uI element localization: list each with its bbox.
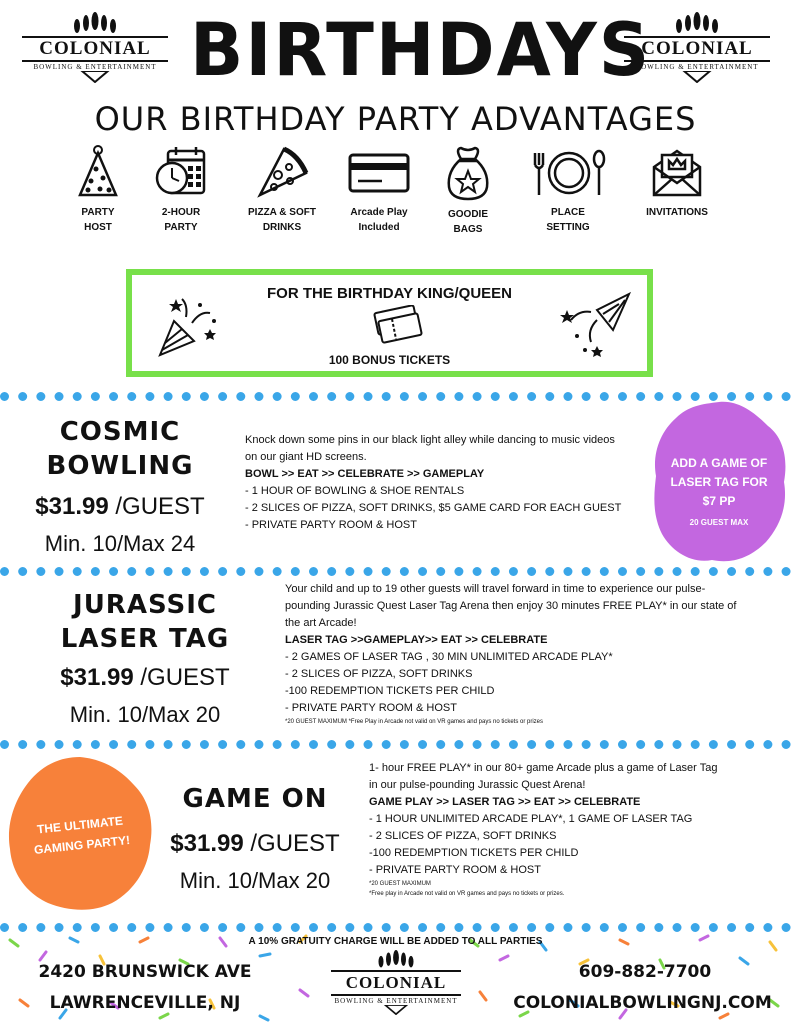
crown-icon (65, 12, 125, 36)
package-price (165, 830, 345, 858)
logo-tagline: BOWLING & ENTERTAINMENT (635, 63, 759, 71)
description-line: - PRIVATE PARTY ROOM & HOST (285, 702, 457, 714)
ultimate-gaming-badge (6, 753, 156, 913)
advantage-goodie-bags (428, 145, 508, 237)
badge-line: ADD A GAME OF (670, 456, 768, 470)
logo-left (20, 12, 170, 92)
badge-line: THE ULTIMATE (36, 813, 124, 837)
address-line-1: 2420 BRUNSWICK AVE (38, 962, 252, 982)
price-value: $31.99 (170, 830, 244, 857)
pizza-icon (254, 145, 310, 199)
price-value: $31.99 (35, 493, 109, 520)
description-line: the art Arcade! (285, 617, 357, 629)
advantage-label-2: DRINKS (262, 222, 302, 233)
description-line: -100 REDEMPTION TICKETS PER CHILD (369, 847, 579, 859)
logo-tagline: BOWLING & ENTERTAINMENT (33, 63, 157, 71)
badge-line: LASER TAG FOR (670, 475, 768, 489)
description-line: - PRIVATE PARTY ROOM & HOST (369, 864, 541, 876)
description-line: in our pulse-pounding Jurassic Quest Arena! (369, 779, 586, 791)
phone-number[interactable]: 609-882-7700 (578, 962, 712, 982)
logo-footer (321, 950, 471, 1022)
advantage-label-2: HOST (84, 222, 112, 233)
package-name-line2: LASER TAG (60, 624, 230, 654)
place-setting-icon (529, 145, 607, 199)
package-name-line1: COSMIC (59, 417, 181, 447)
description-line: - 2 SLICES OF PIZZA, SOFT DRINKS (369, 830, 557, 842)
advantage-label-2: Included (358, 222, 400, 233)
advantage-label-2: SETTING (546, 222, 590, 233)
card-icon (348, 145, 410, 199)
crown-icon (371, 950, 421, 970)
description-line: pounding Jurassic Quest Laser Tag Arena then enjoy 30 minutes FREE PLAY* in our state of (285, 600, 737, 612)
page-title: BIRTHDAYS (190, 6, 652, 94)
ticket-icon (370, 305, 426, 345)
description-line: - 2 SLICES OF PIZZA, SOFT DRINKS, $5 GAME CARD FOR EACH GUEST (245, 502, 622, 514)
birthday-king-box (126, 269, 653, 377)
description-line: - 1 HOUR OF BOWLING & SHOE RENTALS (245, 485, 465, 497)
price-unit: /GUEST (133, 664, 230, 691)
clock-calendar-icon (154, 145, 208, 199)
gratuity-notice: A 10% GRATUITY CHARGE WILL BE ADDED TO ALL PARTIES (248, 936, 543, 947)
package-cosmic-bowling (20, 415, 220, 557)
advantage-2-hour-party (141, 145, 221, 235)
advantage-label-2: BAGS (453, 224, 483, 235)
dotted-divider (0, 740, 791, 750)
king-box-bonus: 100 BONUS TICKETS (328, 353, 451, 367)
website-link[interactable]: COLONIALBOWLINGNJ.COM (513, 993, 772, 1013)
description-flow: LASER TAG >>GAMEPLAY>> EAT >> CELEBRATE (285, 634, 548, 646)
package-minmax: Min. 10/Max 24 (44, 531, 196, 556)
address-line-2: LAWRENCEVILLE, NJ (49, 993, 241, 1013)
advantage-label-1: PIZZA & SOFT (248, 207, 316, 218)
description-line: Knock down some pins in our black light alley while dancing to music videos (245, 434, 615, 446)
invitation-icon (650, 145, 704, 199)
advantage-label-1: GOODIE (447, 209, 488, 220)
dotted-divider (0, 567, 791, 577)
package-jurassic-laser-tag (40, 588, 250, 728)
package-name (40, 588, 250, 656)
description-line: - 2 SLICES OF PIZZA, SOFT DRINKS (285, 668, 473, 680)
goodie-bag-icon (445, 145, 491, 201)
package-name: GAME ON (182, 784, 328, 814)
advantage-label-1: 2-HOUR (161, 207, 201, 218)
fine-print: *20 GUEST MAXIMUM (369, 881, 431, 887)
description-line: 1- hour FREE PLAY* in our 80+ game Arcade plus a game of Laser Tag (369, 762, 718, 774)
package-price (40, 664, 250, 692)
description-line: - PRIVATE PARTY ROOM & HOST (245, 519, 417, 531)
price-unit: /GUEST (243, 830, 340, 857)
badge-line: GAMING PARTY! (33, 832, 131, 857)
logo-name: COLONIAL (22, 36, 168, 62)
advantage-pizza (242, 145, 322, 235)
package-name (20, 415, 220, 483)
advantage-party-host (58, 145, 138, 235)
badge-line: $7 PP (702, 494, 736, 508)
description-flow: GAME PLAY >> LASER TAG >> EAT >> CELEBRATE (369, 796, 641, 808)
package-minmax: Min. 10/Max 20 (69, 702, 221, 727)
description-line: - 1 HOUR UNLIMITED ARCADE PLAY*, 1 GAME OF LASER TAG (369, 813, 693, 825)
advantage-label-1: PLACE (551, 207, 585, 218)
king-box-heading: FOR THE BIRTHDAY KING/QUEEN (266, 285, 513, 302)
price-unit: /GUEST (108, 493, 205, 520)
logo-tagline: BOWLING & ENTERTAINMENT (334, 997, 458, 1005)
description-line: on our giant HD screens. (245, 451, 367, 463)
package-minmax: Min. 10/Max 20 (179, 868, 331, 893)
description-line: - 2 GAMES OF LASER TAG , 30 MIN UNLIMITED ARCADE PLAY* (285, 651, 613, 663)
crown-icon (667, 12, 727, 36)
advantage-label-1: Arcade Play (350, 207, 408, 218)
advantage-place-setting (528, 145, 608, 235)
package-game-on (165, 782, 345, 894)
description-flow: BOWL >> EAT >> CELEBRATE >> GAMEPLAY (245, 468, 485, 480)
package-description (285, 581, 775, 727)
party-hat-icon (76, 145, 120, 199)
logo-name: COLONIAL (331, 970, 461, 996)
page-subtitle: OUR BIRTHDAY PARTY ADVANTAGES (94, 100, 697, 138)
advantage-invitations (637, 145, 717, 220)
price-value: $31.99 (60, 664, 134, 691)
advantage-arcade-play (339, 145, 419, 235)
description-line: -100 REDEMPTION TICKETS PER CHILD (285, 685, 495, 697)
advantage-label-2: PARTY (164, 222, 198, 233)
package-description (245, 432, 645, 534)
package-description (369, 760, 779, 899)
advantage-label-1: INVITATIONS (646, 207, 708, 218)
package-name-line2: BOWLING (46, 451, 194, 481)
fine-print: *20 GUEST MAXIMUM *Free Play in Arcade not valid on VR games and pays no tickets or prizes (285, 719, 543, 725)
description-line: Your child and up to 19 other guests will travel forward in time to experience our pulse- (285, 583, 706, 595)
badge-note: 20 GUEST MAX (689, 518, 749, 527)
package-name-line1: JURASSIC (73, 590, 217, 620)
fine-print: *Free play in Arcade not valid on VR games and pays no tickets or prizes. (369, 891, 565, 897)
party-popper-icon (557, 290, 637, 360)
advantage-label-1: PARTY (81, 207, 115, 218)
logo-name: COLONIAL (624, 36, 770, 62)
package-price (20, 493, 220, 521)
laser-tag-addon-badge (650, 398, 788, 566)
